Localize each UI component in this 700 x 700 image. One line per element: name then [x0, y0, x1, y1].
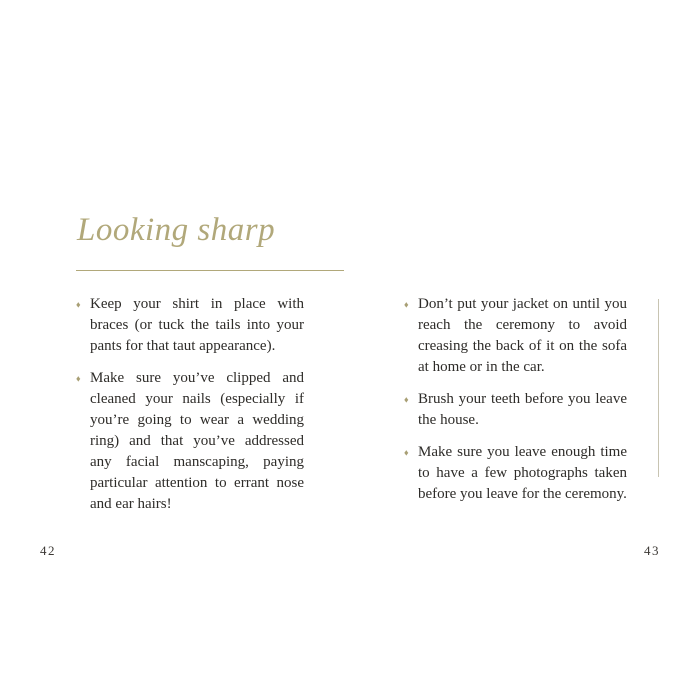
diamond-bullet-icon: ♦: [404, 447, 409, 458]
list-item: [404, 389, 627, 431]
list-item-text: Keep your shirt in place with braces (or tuck the tails into your pants for that taut appearance).: [90, 296, 304, 354]
checklist-right: [404, 294, 627, 516]
diamond-bullet-icon: ♦: [404, 299, 409, 310]
list-item: [404, 442, 627, 505]
list-item-text: Brush your teeth before you leave the house.: [418, 391, 627, 428]
diamond-bullet-icon: ♦: [76, 299, 81, 310]
list-item: [76, 368, 304, 515]
list-item-text: Don’t put your jacket on until you reach the ceremony to avoid creasing the back of it on the sofa at home or in the car.: [418, 296, 627, 375]
page-number-left: 42: [40, 543, 56, 558]
list-item: [76, 294, 304, 357]
column-divider: [658, 299, 659, 477]
title-rule-divider: [76, 270, 344, 271]
page-title: Looking sharp: [77, 212, 276, 248]
diamond-bullet-icon: ♦: [404, 394, 409, 405]
page-number-right: 43: [644, 543, 660, 558]
list-item-text: Make sure you leave enough time to have a few photographs taken before you leave for the ceremony.: [418, 444, 627, 502]
list-item-text: Make sure you’ve clipped and cleaned your nails (especially if you’re going to wear a wedding ring) and that you’ve addressed any facial manscaping, paying particular attention to errant nose and ear hairs!: [90, 370, 304, 512]
checklist-left: [76, 294, 304, 526]
list-item: [404, 294, 627, 378]
diamond-bullet-icon: ♦: [76, 373, 81, 384]
